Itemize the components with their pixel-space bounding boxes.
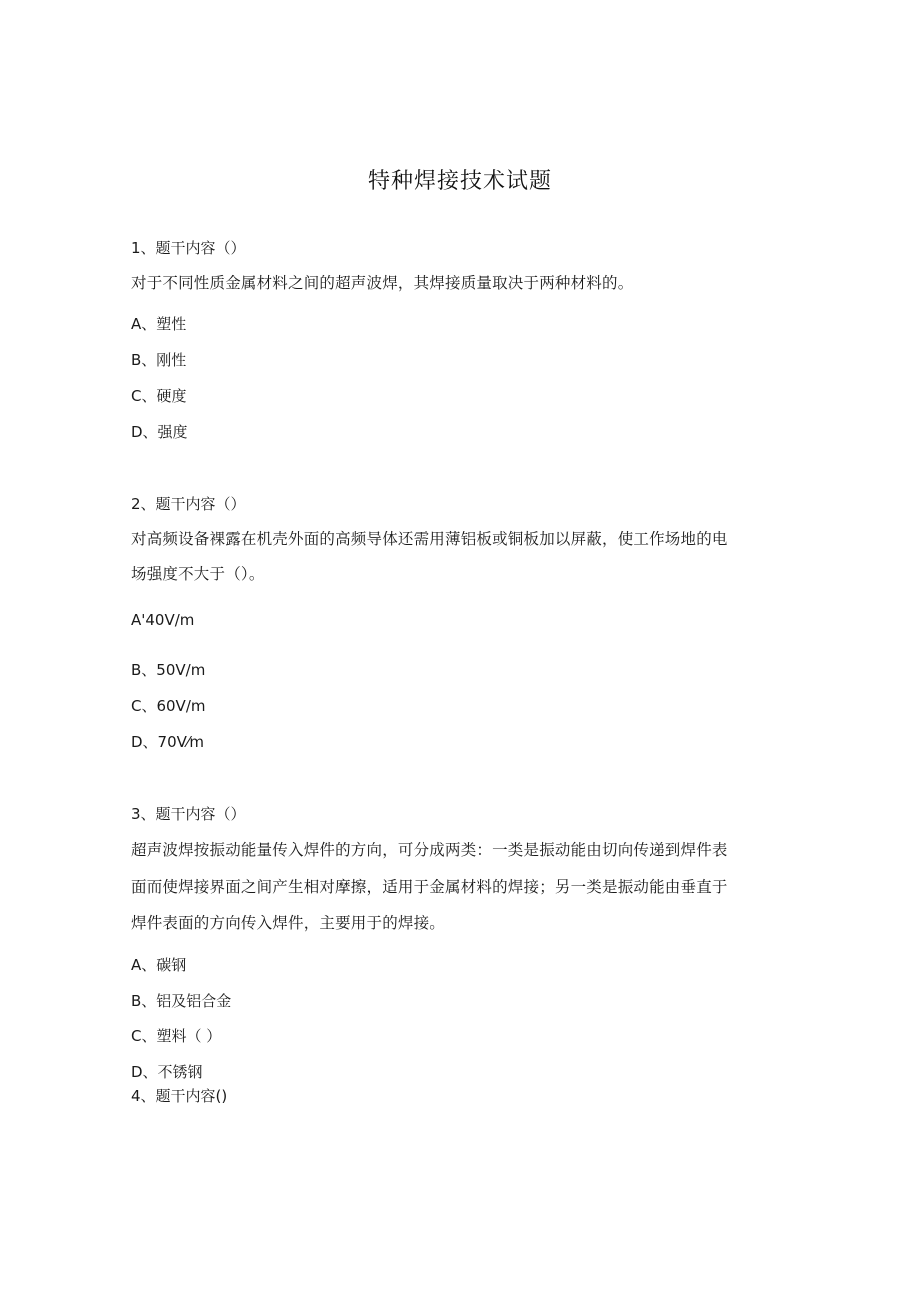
question-2-stem-line-1: 对高频设备裸露在机壳外面的高频导体还需用薄铝板或铜板加以屏蔽，使工作场地的电 (131, 530, 728, 548)
question-4-header: 4、题干内容() (131, 1087, 228, 1105)
question-3-option-b: B、铝及铝合金 (131, 992, 232, 1010)
question-1-option-a: A、塑性 (131, 315, 187, 333)
question-3-option-c: C、塑料（ ） (131, 1027, 222, 1045)
question-3-option-a: A、碳钢 (131, 956, 187, 974)
question-1-option-d: D、强度 (131, 423, 188, 441)
question-3-stem-line-3: 焊件表面的方向传入焊件，主要用于的焊接。 (131, 914, 446, 932)
question-1-header: 1、题干内容（） (131, 239, 246, 257)
question-2-option-d: D、70V⁄m (131, 733, 205, 751)
question-2-header: 2、题干内容（） (131, 495, 246, 513)
question-2-stem-line-2: 场强度不大于（）。 (131, 565, 265, 583)
question-1-option-c: C、硬度 (131, 387, 187, 405)
question-3-stem-line-1: 超声波焊按振动能量传入焊件的方向，可分成两类：一类是振动能由切向传递到焊件表 (131, 841, 728, 859)
page-title: 特种焊接技术试题 (367, 169, 552, 194)
question-1-option-b: B、刚性 (131, 351, 187, 369)
question-1-stem-line-1: 对于不同性质金属材料之间的超声波焊，其焊接质量取决于两种材料的。 (131, 274, 634, 292)
question-2-option-c: C、60V/m (131, 697, 206, 715)
question-3-stem-line-2: 面而使焊接界面之间产生相对摩擦，适用于金属材料的焊接；另一类是振动能由垂直于 (131, 878, 728, 896)
question-2-option-b: B、50V/m (131, 661, 206, 679)
question-3-header: 3、题干内容（） (131, 805, 246, 823)
question-2-option-a: A'40V/m (131, 611, 195, 629)
question-3-option-d: D、不锈钢 (131, 1063, 203, 1081)
